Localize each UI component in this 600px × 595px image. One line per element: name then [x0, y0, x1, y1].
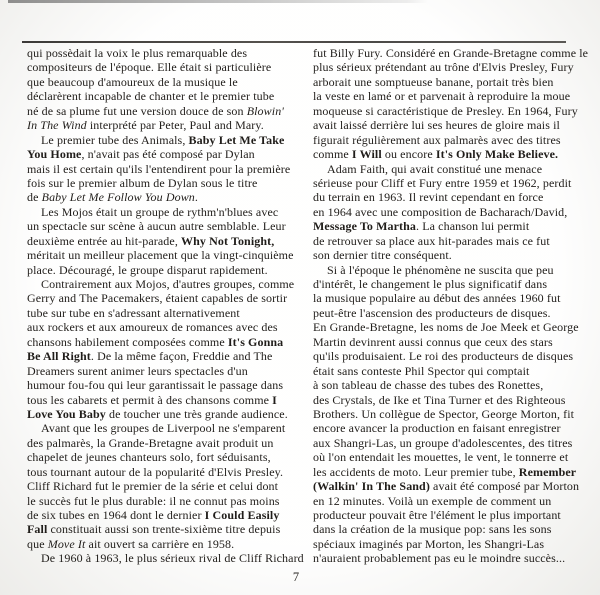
text-line: [27, 421, 309, 435]
text-run: Love You Baby: [27, 406, 106, 421]
text-line: [27, 176, 309, 190]
text-line: [313, 421, 595, 435]
text-run: mais il est certain qu'ils l'entendirent pour la première: [27, 161, 291, 176]
text-line: [27, 364, 309, 378]
text-run: où l'on entendait les mouettes, le vent, le tonnerre et: [313, 450, 569, 465]
text-run: producteur pouvait être l'élément le plus important: [313, 508, 561, 522]
text-line: [313, 407, 595, 421]
text-line: [313, 60, 595, 74]
text-run: à son tableau de chasse des tubes des Ronettes,: [313, 378, 544, 393]
text-run: deuxième entrée au hit-parade,: [27, 233, 182, 248]
text-column-left: [27, 46, 309, 566]
text-line: [313, 219, 595, 233]
text-line: [27, 133, 309, 147]
text-line: [27, 291, 309, 305]
text-run: . La chanson lui permit: [416, 219, 530, 234]
text-line: [313, 104, 595, 118]
text-line: [313, 378, 595, 392]
text-line: [313, 450, 595, 464]
text-run: né de sa plume fut une version douce de son: [27, 103, 247, 118]
text-line: [27, 60, 309, 74]
text-line: [27, 537, 309, 551]
text-line: [27, 465, 309, 479]
text-run: des Crystals, de Ike et Tina Turner et des Righteous: [313, 392, 566, 407]
text-line: [27, 479, 309, 493]
text-run: fut Billy Fury. Considéré en Grande-Bretagne comme le: [313, 46, 589, 60]
text-run: You Home: [27, 147, 82, 162]
text-run: aux Shangri-Las, un groupe d'adolescentes, des titres: [313, 435, 573, 450]
scan-artifact-top: [8, 0, 428, 3]
text-line: [313, 190, 595, 204]
text-run: comme: [313, 147, 352, 162]
text-run: Brothers. Un collègue de Spector, George Morton, fit: [313, 406, 575, 421]
text-run: méritait un meilleur placement que la vingt-cinquième: [27, 248, 294, 263]
text-run: Contrairement aux Mojos, d'autres groupes, comme: [41, 277, 295, 291]
text-run: Remember: [518, 464, 577, 479]
text-line: [313, 364, 595, 378]
text-run: In The Wind: [27, 118, 87, 133]
text-line: [27, 335, 309, 349]
text-run: I Could Easily: [204, 508, 280, 522]
text-run: Avant que les groupes de Liverpool ne s'emparent: [41, 421, 286, 436]
text-run: tube sur tube en s'adressant alternativement: [27, 305, 240, 320]
text-run: Move It: [47, 536, 86, 551]
text-run: tous tournant autour de la popularité d'Elvis Presley.: [27, 464, 284, 479]
text-run: Be All Right: [27, 349, 91, 364]
text-line: [313, 436, 595, 450]
text-line: [27, 349, 309, 363]
text-run: plus sérieux prétendant au trône d'Elvis Presley, Fury: [313, 60, 574, 75]
text-line: [27, 508, 309, 522]
text-line: [313, 263, 595, 277]
text-line: [27, 147, 309, 161]
text-run: figurait régulièrement aux palmarès avec des titres: [313, 132, 561, 147]
text-run: Gerry and The Pacemakers, étaient capables de sortir: [27, 291, 288, 306]
text-run: sérieuse pour Cliff et Fury entre 1959 et 1962, perdit: [313, 175, 572, 190]
text-run: It's Only Make Believe.: [435, 147, 559, 162]
text-line: [27, 263, 309, 277]
text-run: encore avancer la production en faisant enregistrer: [313, 421, 561, 436]
text-run: Baby Let Me Take: [188, 132, 285, 147]
text-run: . De la même façon, Freddie and The: [90, 349, 273, 364]
text-run: aux rockers et aux amoureux de romances avec des: [27, 320, 278, 335]
text-run: avait laissé derrière lui ses heures de gloire mais il: [313, 118, 560, 133]
text-run: It's Gonna: [227, 334, 284, 349]
text-line: [27, 393, 309, 407]
text-run: un spectacle sur scène à aucun autre semblable. Leur: [27, 219, 286, 234]
text-run: Les Mojos était un groupe de rythm'n'blues avec: [41, 204, 279, 219]
text-line: [313, 75, 595, 89]
text-line: [313, 551, 595, 565]
text-run: des palmarès, la Grande-Bretagne avait produit un: [27, 435, 274, 450]
text-run: chapelet de jeunes chanteurs solo, fort séduisants,: [27, 450, 271, 465]
text-line: [27, 219, 309, 233]
text-line: [313, 320, 595, 334]
top-rule: [22, 41, 566, 43]
text-run: .: [194, 190, 199, 205]
text-line: [313, 277, 595, 291]
text-line: [313, 306, 595, 320]
text-line: [27, 248, 309, 262]
text-run: peut-être l'ascension des producteurs de disques.: [313, 305, 551, 320]
text-run: que: [27, 536, 48, 551]
text-run: interprété par Peter, Paul and Mary.: [86, 118, 264, 133]
text-run: Si à l'époque le phénomène ne suscita que peu: [327, 262, 554, 277]
text-run: qui possèdait la voix le plus remarquable des: [27, 46, 248, 60]
text-run: (Walkin' In The Sand): [313, 479, 430, 494]
text-line: [27, 190, 309, 204]
text-line: [313, 522, 595, 536]
text-run: Le premier tube des Animals,: [41, 132, 189, 147]
text-run: place. Découragé, le groupe disparut rapidement.: [27, 262, 268, 277]
text-line: [313, 335, 595, 349]
text-line: [313, 89, 595, 103]
text-run: de retrouver sa place aux hit-parades mais ce fut: [313, 233, 550, 248]
text-line: [27, 551, 309, 565]
text-run: arborait une somptueuse banane, portait très bien: [313, 74, 554, 89]
text-run: Dreamers surent animer leurs spectacles d'un: [27, 363, 248, 378]
text-run: dans la création de la musique pop: sans les sons: [313, 522, 552, 537]
text-run: était sans conteste Phil Spector qui comptait: [313, 363, 530, 378]
text-line: [313, 205, 595, 219]
text-line: [27, 75, 309, 89]
text-run: spéciaux imaginés par Morton, les Shangri-Las: [313, 536, 545, 551]
text-line: [27, 205, 309, 219]
text-run: Blowin': [246, 103, 284, 118]
text-line: [313, 147, 595, 161]
text-line: [27, 522, 309, 536]
text-line: [313, 291, 595, 305]
text-line: [27, 46, 309, 60]
text-run: Martin devinrent aussi connus que ceux des stars: [313, 334, 553, 349]
text-run: du terrain en 1963. Il revint cependant en force: [313, 190, 544, 205]
text-run: n'auraient probablement pas eu le moindre succès...: [313, 551, 566, 566]
text-run: son dernier titre conséquent.: [313, 248, 452, 263]
text-line: [27, 436, 309, 450]
text-line: [313, 118, 595, 132]
text-run: ait ouvert sa carrière en 1958.: [85, 536, 235, 551]
text-run: la veste en lamé or et parvenait à reproduire la moue: [313, 89, 571, 104]
text-run: Cliff Richard fut le premier de la série et celui dont: [27, 479, 279, 494]
text-run: chansons habilement composées comme: [27, 334, 228, 349]
text-run: Baby Let Me Follow You Down: [41, 190, 195, 205]
text-run: moqueuse si caractéristique de Presley. En 1964, Fury: [313, 103, 578, 118]
text-run: le succès fut le plus durable: il ne connut pas moins: [27, 493, 280, 508]
text-line: [313, 479, 595, 493]
text-line: [313, 46, 595, 60]
text-line: [313, 349, 595, 363]
text-run: En Grande-Bretagne, les noms de Joe Meek et George: [313, 320, 579, 335]
text-run: les accidents de moto. Leur premier tube,: [313, 464, 519, 479]
text-column-right: [313, 46, 595, 566]
text-run: de six tubes en 1964 dont le dernier: [27, 508, 205, 522]
text-line: [313, 248, 595, 262]
text-line: [313, 176, 595, 190]
text-line: [313, 133, 595, 147]
page-number: 7: [292, 570, 300, 584]
text-run: avait été composé par Morton: [429, 479, 580, 494]
text-line: [27, 306, 309, 320]
text-run: d'intérêt, le changement le plus significatif dans: [313, 277, 548, 291]
text-line: [313, 537, 595, 551]
text-run: déclarèrent incapable de chanter et le premier tube: [27, 89, 275, 104]
text-line: [27, 104, 309, 118]
text-run: en 12 minutes. Voilà un exemple de comment un: [313, 493, 552, 508]
text-run: Adam Faith, qui avait constitué une menace: [327, 161, 543, 176]
text-run: humour fou-fou qui leur garantissait le passage dans: [27, 378, 284, 393]
text-line: [27, 450, 309, 464]
text-line: [313, 234, 595, 248]
text-line: [27, 162, 309, 176]
text-run: ou encore: [381, 147, 436, 162]
text-line: [313, 393, 595, 407]
text-line: [27, 407, 309, 421]
text-line: [27, 277, 309, 291]
text-run: en 1964 avec une composition de Bacharach/David,: [313, 204, 568, 219]
text-run: De 1960 à 1963, le plus sérieux rival de Cliff Richard: [41, 551, 304, 566]
text-run: constituait aussi son trente-sixième titre depuis: [47, 522, 281, 537]
text-line: [313, 162, 595, 176]
text-run: de toucher une très grande audience.: [105, 406, 288, 421]
text-run: I Will: [351, 147, 382, 162]
text-line: [27, 89, 309, 103]
text-run: que beaucoup d'amoureux de la musique le: [27, 74, 238, 89]
text-line: [313, 494, 595, 508]
text-run: compositeurs de l'époque. Elle était si particulière: [27, 60, 272, 75]
text-line: [313, 465, 595, 479]
text-line: [27, 118, 309, 132]
text-run: de: [27, 190, 42, 205]
text-run: fois sur le premier album de Dylan sous le titre: [27, 175, 258, 190]
text-run: Message To Martha: [313, 219, 417, 234]
text-line: [27, 494, 309, 508]
text-line: [313, 508, 595, 522]
text-run: qu'ils produisaient. Le roi des producteurs de disques: [313, 349, 574, 364]
text-run: tous les cabarets et permit à des chansons comme: [27, 392, 273, 407]
text-run: la musique populaire au début des années 1960 fut: [313, 291, 561, 306]
text-line: [27, 234, 309, 248]
text-run: Why Not Tonight,: [181, 233, 275, 248]
text-line: [27, 378, 309, 392]
text-run: , n'avait pas été composé par Dylan: [81, 147, 255, 162]
text-run: I: [272, 392, 277, 407]
text-line: [27, 320, 309, 334]
text-run: Fall: [27, 522, 48, 537]
